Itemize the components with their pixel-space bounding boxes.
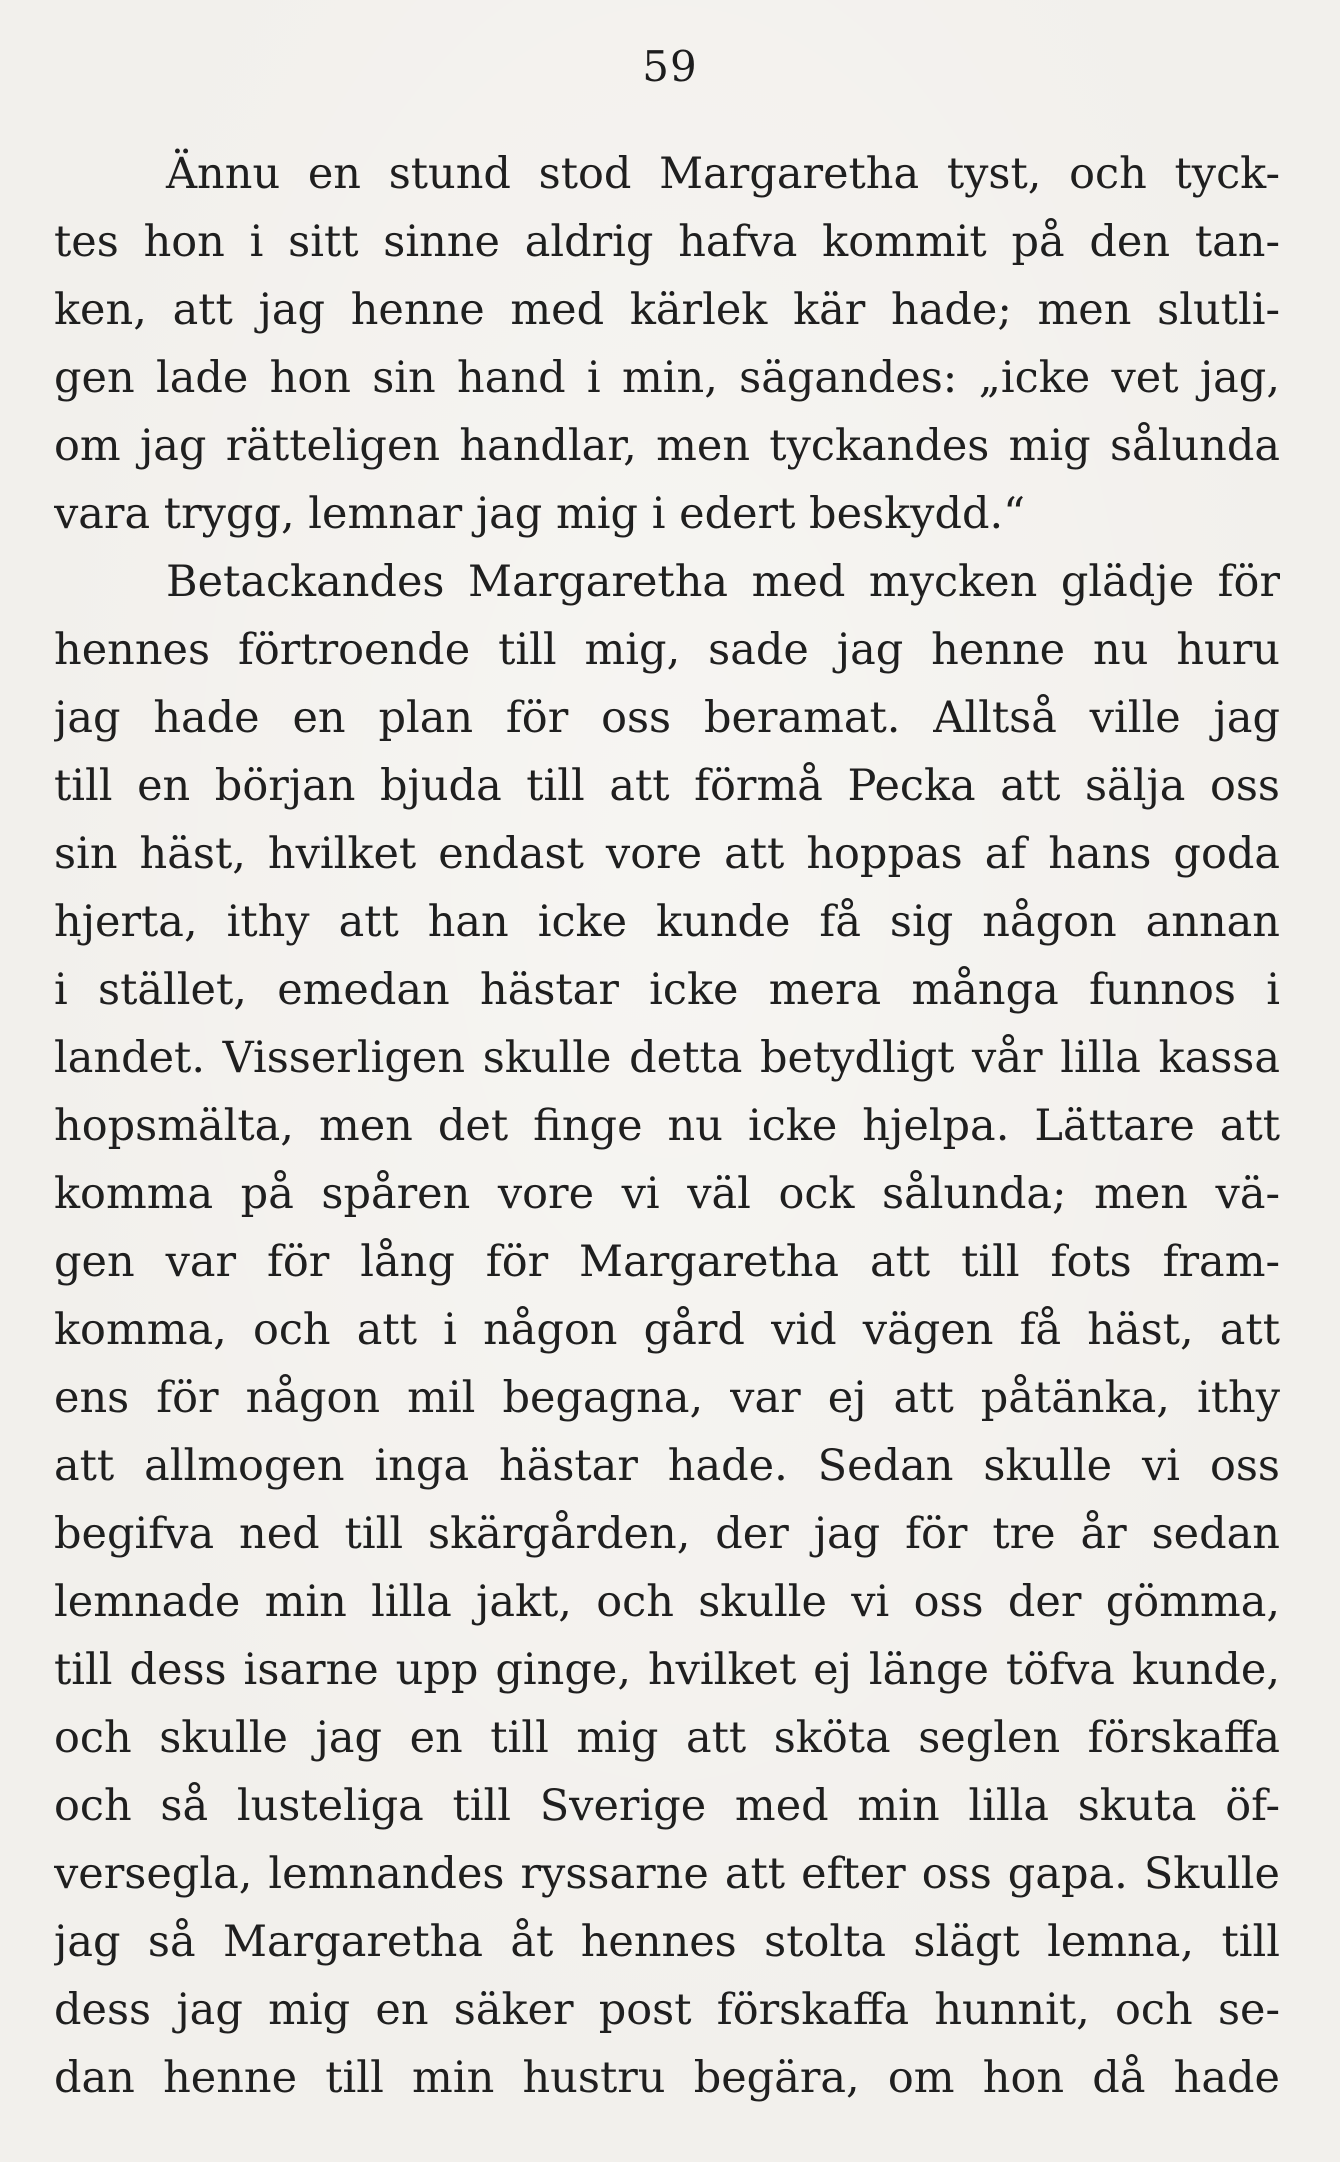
text-line: lemnade min lilla jakt, och skulle vi oss der gömma, bbox=[54, 1577, 1280, 1627]
text-line: landet. Visserligen skulle detta betydligt vår lilla kassa bbox=[54, 1033, 1280, 1083]
text-line: dan henne till min hustru begära, om hon då hade bbox=[54, 2053, 1280, 2103]
text-line: komma på spåren vore vi väl ock sålunda; men vä- bbox=[54, 1169, 1280, 1219]
text-line: i stället, emedan hästar icke mera många funnos i bbox=[54, 965, 1280, 1015]
text-line: begifva ned till skärgården, der jag för tre år sedan bbox=[54, 1509, 1280, 1559]
text-line: och skulle jag en till mig att sköta seglen förskaffa bbox=[54, 1713, 1280, 1763]
text-line: gen var för lång för Margaretha att till fots fram- bbox=[54, 1237, 1280, 1287]
text-line: komma, och att i någon gård vid vägen få häst, att bbox=[54, 1305, 1280, 1355]
text-line: att allmogen inga hästar hade. Sedan skulle vi oss bbox=[54, 1441, 1280, 1491]
text-line: dess jag mig en säker post förskaffa hunnit, och se- bbox=[54, 1985, 1280, 2035]
text-line: hopsmälta, men det finge nu icke hjelpa. Lättare att bbox=[54, 1101, 1280, 1151]
text-line: gen lade hon sin hand i min, sägandes: „icke vet jag, bbox=[54, 353, 1280, 403]
text-line: Ännu en stund stod Margaretha tyst, och tyck- bbox=[166, 149, 1280, 199]
text-line: jag hade en plan för oss beramat. Alltså ville jag bbox=[54, 693, 1280, 743]
text-line: om jag rätteligen handlar, men tyckandes mig sålunda bbox=[54, 421, 1280, 471]
text-line: hjerta, ithy att han icke kunde få sig någon annan bbox=[54, 897, 1280, 947]
text-line: tes hon i sitt sinne aldrig hafva kommit på den tan- bbox=[54, 217, 1280, 267]
text-line: versegla, lemnandes ryssarne att efter oss gapa. Skulle bbox=[54, 1849, 1280, 1899]
text-line: vara trygg, lemnar jag mig i edert beskydd.“ bbox=[54, 489, 1026, 539]
text-line: till en början bjuda till att förmå Pecka att sälja oss bbox=[54, 761, 1280, 811]
text-line: till dess isarne upp ginge, hvilket ej länge töfva kunde, bbox=[54, 1645, 1280, 1695]
text-line: jag så Margaretha åt hennes stolta slägt lemna, till bbox=[54, 1917, 1280, 1967]
text-line: Betackandes Margaretha med mycken glädje för bbox=[166, 557, 1280, 607]
text-line: sin häst, hvilket endast vore att hoppas af hans goda bbox=[54, 829, 1280, 879]
text-line: ens för någon mil begagna, var ej att påtänka, ithy bbox=[54, 1373, 1280, 1423]
body-text bbox=[54, 140, 1280, 2112]
page-number: 59 bbox=[642, 42, 698, 91]
text-line: hennes förtroende till mig, sade jag henne nu huru bbox=[54, 625, 1280, 675]
text-line: ken, att jag henne med kärlek kär hade; men slutli- bbox=[54, 285, 1280, 335]
text-line: och så lusteliga till Sverige med min lilla skuta öf- bbox=[54, 1781, 1280, 1831]
